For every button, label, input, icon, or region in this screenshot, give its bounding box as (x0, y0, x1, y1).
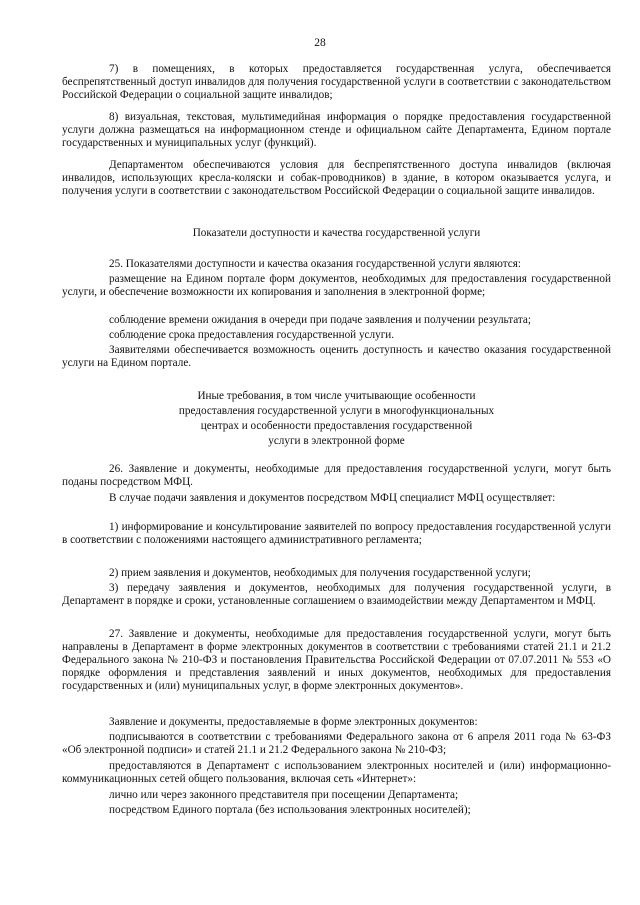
paragraph-25: 25. Показателями доступности и качества оказания государственной услуги являются: (109, 258, 521, 270)
paragraph-27-signed: подписываются в соответствии с требованиями Федерального закона от 6 апреля 2011 года № 63-ФЗ «Об электронной подписи» и статей 21.1 и 21.2 Федерального закона № 210-ФЗ; (62, 731, 611, 757)
paragraph-8: 8) визуальная, текстовая, мультимедийная информация о порядке предоставления государственной услуги должна размещаться на информационном стенде и официальном сайте Департамента, Едином портале государственных и муниципальных услуг (функций). (62, 111, 611, 150)
paragraph-27-portal: посредством Единого портала (без использования электронных носителей); (109, 804, 471, 816)
section-heading-other-line-2: предоставления государственной услуги в многофункциональных (178, 405, 495, 417)
section-heading-other-line-1: Иные требования, в том числе учитывающие особенности (197, 390, 476, 402)
paragraph-department: Департаментом обеспечиваются условия для беспрепятственного доступа инвалидов (включая инвалидов, использующих кресла-коляски и собак-проводников) в здание, в котором оказывается услуга, и получения услуги в соответствии с законодательством Российской Федерации о социальной защите инвалидов. (62, 159, 611, 198)
paragraph-25-item-b: соблюдение времени ожидания в очереди при подаче заявления и получении результата; (109, 314, 532, 326)
paragraph-26-item-3: 3) передачу заявления и документов, необходимых для получения государственной услуги, в Департамент в порядке и сроки, установленные соглашением о взаимодействии между Департаментом и МФЦ. (62, 582, 611, 608)
page-number: 28 (314, 37, 326, 49)
paragraph-26-item-1: 1) информирование и консультирование заявителей по вопросу предоставления государственной услуги в соответствии с положениями настоящего административного регламента; (62, 521, 611, 547)
paragraph-27-in-person: лично или через законного представителя при посещении Департамента; (109, 789, 459, 801)
paragraph-26: 26. Заявление и документы, необходимые для предоставления государственной услуги, могут быть поданы посредством МФЦ. (62, 463, 611, 489)
paragraph-27-submitted: предоставляются в Департамент с использованием электронных носителей и (или) информационно-коммуникационных сетей общего пользования, включая сеть «Интернет»: (62, 760, 611, 786)
section-heading-other-line-4: услуги в электронной форме (268, 435, 405, 447)
section-heading-other-line-3: центрах и особенности предоставления государственной (200, 420, 473, 432)
paragraph-25-item-d: Заявителями обеспечивается возможность оценить доступность и качество оказания государственной услуги на Едином портале. (62, 344, 611, 370)
paragraph-25-item-a: размещение на Едином портале форм документов, необходимых для предоставления государственной услуги, и обеспечение возможности их копирования и заполнения в электронной форме; (62, 273, 611, 299)
paragraph-7: 7) в помещениях, в которых предоставляется государственная услуга, обеспечивается беспрепятственный доступ инвалидов для получения государственной услуги в соответствии с законодательством Российской Федерации о социальной защите инвалидов; (62, 63, 611, 102)
paragraph-27-intro: Заявление и документы, предоставляемые в форме электронных документов: (109, 716, 478, 728)
paragraph-25-item-c: соблюдение срока предоставления государственной услуги. (109, 329, 395, 341)
paragraph-27: 27. Заявление и документы, необходимые для предоставления государственной услуги, могут быть направлены в Департамент в форме электронных документов в соответствии с требованиями статей 21.1 и 21.2 Федерального закона № 210-ФЗ и постановления Правительства Российской Федерации от 07.07.2011 № 553 «О порядке оформления и представления заявлений и иных документов, необходимых для предоставления государственных и (или) муниципальных услуг, в форме электронных документов». (62, 628, 611, 693)
paragraph-26-item-2: 2) прием заявления и документов, необходимых для получения государственной услуги; (109, 567, 531, 579)
paragraph-26-mfc: В случае подачи заявления и документов посредством МФЦ специалист МФЦ осуществляет: (109, 492, 556, 504)
section-heading-accessibility: Показатели доступности и качества государственной услуги (192, 227, 481, 239)
